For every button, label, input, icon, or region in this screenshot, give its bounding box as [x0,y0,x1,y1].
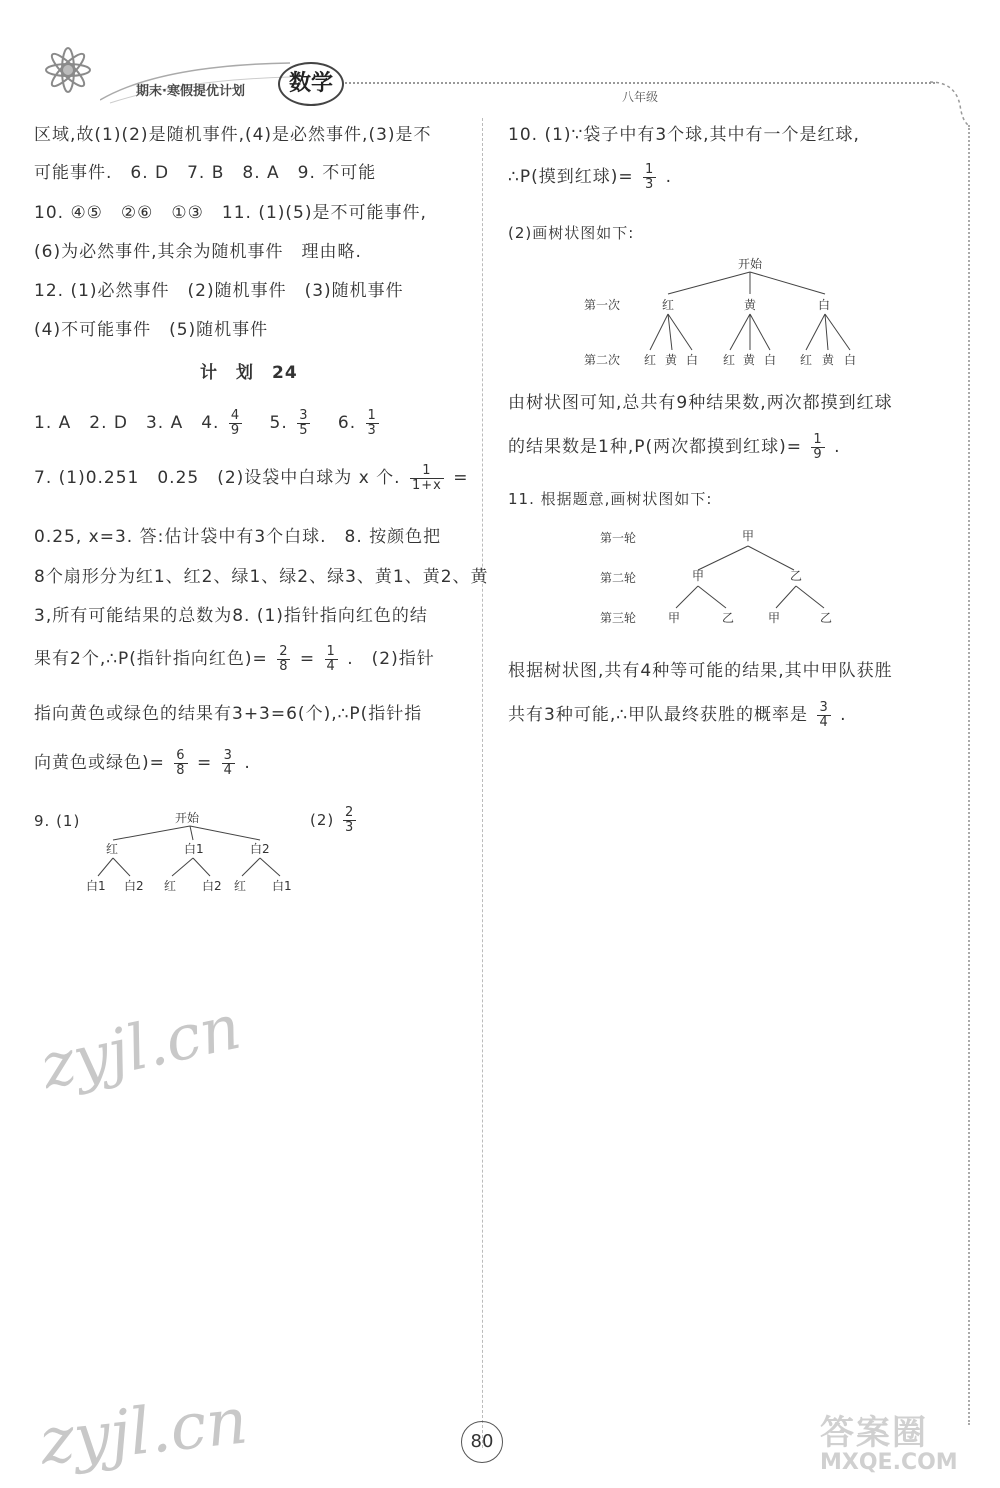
numerator: 1 [367,407,377,423]
section-title: 计 划 24 [200,363,298,383]
text-line: 根据树状图,共有4种等可能的结果,其中甲队获胜 [508,661,893,681]
tree-node: 红 [644,353,657,367]
denominator: 4 [326,658,336,674]
text-segment: . [244,753,251,773]
tree-diagram-q9 [80,808,320,898]
text-line: 11. 根据题意,画树状图如下: [508,490,713,508]
fraction-q5 [297,409,310,438]
denominator: 3 [367,422,377,438]
text-segment: 5. [269,413,288,433]
answer-line-7 [34,463,469,493]
text-segment: = [453,468,469,488]
fraction [222,749,235,778]
subject-badge [278,62,344,106]
tree-node: 黄 [822,353,835,367]
grade-label: 八年级 [622,90,659,104]
numerator: 1 [813,431,823,447]
fraction [174,749,187,778]
text-line: 可能事件. 6. D 7. B 8. A 9. 不可能 [34,163,377,183]
row-label: 第一轮 [600,531,637,545]
subject-label: 数学 [288,71,333,96]
column-divider [482,118,483,1448]
text-segment: . [834,437,841,457]
tree-diagram-q10 [580,254,880,372]
numerator: 1 [410,464,444,479]
fraction [325,645,338,674]
numerator: 3 [223,747,233,763]
series-title: 期末·寒假提优计划 [136,84,245,99]
tree-node: 白2 [202,879,222,893]
tree-node: 红 [800,353,813,367]
text-segment: 1. A 2. D 3. A 4. [34,413,220,433]
numerator: 1 [326,643,336,659]
denominator: 1+x [411,477,442,493]
text-segment: = [196,753,213,773]
tree-node: 黄 [744,298,757,312]
text-line: 指向黄色或绿色的结果有3+3=6(个),∴P(指针指 [34,704,423,724]
tree-node: 白2 [124,879,144,893]
tree-node: 红 [662,298,675,312]
fraction [643,163,656,192]
denominator: 3 [644,176,655,192]
denominator: 8 [279,658,289,674]
text-segment: = [299,649,316,669]
text-segment: 果有2个,∴P(指针指向红色)= [34,649,268,669]
text-line: 10. ④⑤ ②⑥ ①③ 11. (1)(5)是不可能事件, [34,203,427,223]
tree-node: 白1 [184,842,204,856]
text-segment: . [840,705,847,725]
tree-node: 乙 [820,611,833,625]
tree-node: 红 [164,879,177,893]
denominator: 9 [230,422,241,438]
fraction [811,433,824,462]
fraction [277,645,290,674]
numerator: 3 [299,407,309,423]
corner-url: MXQE.COM [820,1450,958,1475]
tree-node: 黄 [743,353,756,367]
numerator: 3 [819,699,829,715]
tree-node: 白 [686,353,699,367]
text-line: 区域,故(1)(2)是随机事件,(4)是必然事件,(3)是不 [34,125,432,145]
numerator: 2 [279,643,289,659]
denominator: 4 [223,762,233,778]
tree-node: 白 [818,298,831,312]
answer-line-r8 [508,700,847,730]
tree-node: 白 [844,353,857,367]
flower-decoration-icon [30,35,110,105]
numerator: 6 [176,747,186,763]
tree-node: 开始 [738,257,763,271]
tree-node: 白1 [272,879,292,893]
header-corner-curl [930,80,970,130]
text-segment: 的结果数是1种,P(两次都摸到红球)= [508,437,802,457]
text-line: 3,所有可能结果的总数为8. (1)指针指向红色的结 [34,606,428,626]
answer-line-r5 [508,432,840,462]
text-line: 10. (1)∵袋子中有3个球,其中有一个是红球, [508,125,860,145]
tree-node: 甲 [692,569,705,583]
watermark: zyjl.cn [34,989,247,1104]
tree-diagram-q11 [596,520,846,632]
denominator: 9 [813,446,823,462]
right-border [968,125,970,1425]
tree-node: 白1 [86,879,106,893]
answer-line-1-6 [34,408,382,438]
text-segment: 共有3种可能,∴甲队最终获胜的概率是 [508,705,809,725]
q9-label: 9. (1) [34,812,81,830]
text-line: (4)不可能事件 (5)随机事件 [34,320,269,340]
fraction-q6 [366,409,379,438]
tree-node: 甲 [768,611,781,625]
text-line: 12. (1)必然事件 (2)随机事件 (3)随机事件 [34,281,404,301]
fraction-q7 [410,464,444,493]
text-line: 由树状图可知,总共有9种结果数,两次都摸到红球 [508,393,893,413]
tree-node: 红 [234,879,247,893]
numerator: 4 [230,407,241,423]
tree-node: 白 [764,353,777,367]
header-dotted-line [345,82,935,84]
row-label: 第一次 [584,298,621,312]
text-line: 8个扇形分为红1、红2、绿1、绿2、绿3、黄1、黄2、黄 [34,567,489,587]
tree-node: 乙 [790,569,803,583]
text-line: (2)画树状图如下: [508,224,635,242]
tree-node: 红 [723,353,736,367]
text-line: 0.25, x=3. 答:估计袋中有3个白球. 8. 按颜色把 [34,527,442,547]
tree-node: 开始 [175,811,200,825]
tree-node: 白2 [250,842,270,856]
corner-logo: 答案圈 [820,1413,928,1453]
watermark: zyjl.cn [36,1384,251,1480]
row-label: 第二次 [584,353,621,367]
tree-node: 乙 [722,611,735,625]
tree-node: 甲 [668,611,681,625]
text-line: (6)为必然事件,其余为随机事件 理由略. [34,242,362,262]
row-label: 第二轮 [600,571,637,585]
text-segment: . (2)指针 [347,649,435,669]
tree-node: 红 [106,842,119,856]
text-segment: 向黄色或绿色)= [34,753,165,773]
numerator: 2 [345,805,355,820]
text-segment: 7. (1)0.251 0.25 (2)设袋中白球为 x 个. [34,468,401,488]
answer-line-r2 [508,162,672,192]
answer-line-13 [34,748,251,778]
denominator: 5 [299,422,309,438]
tree-node: 甲 [742,529,755,543]
denominator: 8 [176,762,186,778]
text-segment: . [665,167,673,187]
tree-node: 黄 [665,353,678,367]
fraction-q4 [229,409,242,438]
text-segment: (2) [310,811,335,829]
fraction [817,701,830,730]
text-segment: ∴P(摸到红球)= [508,167,634,187]
numerator: 1 [644,161,655,177]
page-number: 80 [461,1421,503,1463]
row-label: 第三轮 [600,611,637,625]
fraction [343,806,356,835]
text-segment: 6. [337,413,357,433]
denominator: 3 [345,820,355,835]
denominator: 4 [819,714,829,730]
answer-line-11 [34,644,435,674]
